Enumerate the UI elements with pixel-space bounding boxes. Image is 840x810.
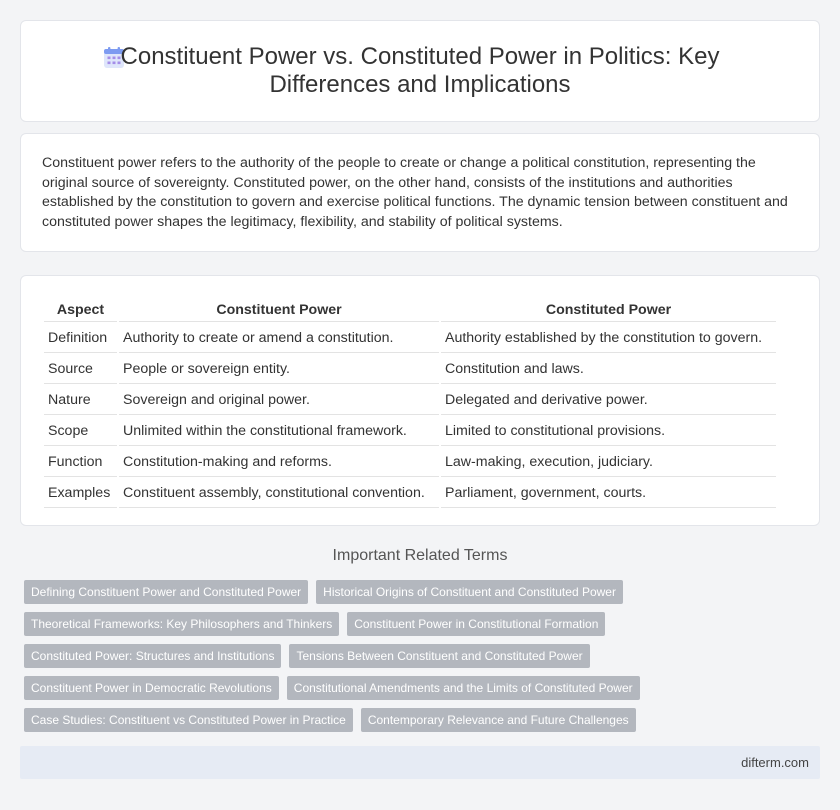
cell-constituted: Authority established by the constitution to govern.: [441, 324, 776, 353]
intro-card: [20, 133, 820, 252]
related-terms-heading: Important Related Terms: [332, 547, 508, 564]
related-term-link[interactable]: Constituent Power in Constitutional Formation: [347, 612, 605, 636]
cell-constituted: Constitution and laws.: [441, 355, 776, 384]
table-row: [44, 324, 776, 353]
tag-row: [24, 644, 824, 668]
title-card: [20, 20, 820, 122]
related-term-link[interactable]: Constitutional Amendments and the Limits of Constituted Power: [287, 676, 640, 700]
cell-constituted: Limited to constitutional provisions.: [441, 417, 776, 446]
tag-row: [24, 676, 824, 700]
footer: [20, 746, 820, 779]
related-term-link[interactable]: Constituted Power: Structures and Institutions: [24, 644, 281, 668]
cell-aspect: Scope: [44, 417, 117, 446]
comparison-card: [20, 275, 820, 526]
related-terms-list: [24, 580, 824, 740]
page-title: Constituent Power vs. Constituted Power in Politics: Key Differences and Implications: [120, 43, 720, 98]
header-aspect: Aspect: [44, 298, 117, 322]
related-term-link[interactable]: Defining Constituent Power and Constituted Power: [24, 580, 308, 604]
intro-paragraph: Constituent power refers to the authority of the people to create or change a political constitution, representing the original source of sovereignty. Constituted power, on the other hand, consists of the institutions and authorities established by the constitution to govern and exercise political functions. The dynamic tension between constituent and constituted power shapes the legitimacy, flexibility, and stability of political systems.: [42, 155, 788, 230]
related-term-link[interactable]: Contemporary Relevance and Future Challenges: [361, 708, 636, 732]
footer-site-link[interactable]: difterm.com: [741, 755, 809, 770]
table-row: [44, 355, 776, 384]
table-row: [44, 386, 776, 415]
related-term-link[interactable]: Case Studies: Constituent vs Constituted Power in Practice: [24, 708, 353, 732]
table-header-row: [44, 298, 776, 322]
related-term-link[interactable]: Theoretical Frameworks: Key Philosophers and Thinkers: [24, 612, 339, 636]
tag-row: [24, 708, 824, 732]
cell-aspect: Source: [44, 355, 117, 384]
cell-aspect: Function: [44, 448, 117, 477]
table-row: [44, 448, 776, 477]
cell-constituted: Parliament, government, courts.: [441, 479, 776, 508]
cell-aspect: Nature: [44, 386, 117, 415]
tag-row: [24, 612, 824, 636]
cell-constituted: Delegated and derivative power.: [441, 386, 776, 415]
comparison-table: [42, 296, 778, 510]
cell-constituent: Unlimited within the constitutional framework.: [119, 417, 439, 446]
header-constituent-power: Constituent Power: [119, 298, 439, 322]
cell-constituent: Authority to create or amend a constitution.: [119, 324, 439, 353]
cell-aspect: Examples: [44, 479, 117, 508]
cell-constituent: Constitution-making and reforms.: [119, 448, 439, 477]
table-row: [44, 417, 776, 446]
related-term-link[interactable]: Tensions Between Constituent and Constituted Power: [289, 644, 589, 668]
cell-constituent: Sovereign and original power.: [119, 386, 439, 415]
cell-constituent: Constituent assembly, constitutional convention.: [119, 479, 439, 508]
tag-row: [24, 580, 824, 604]
header-constituted-power: Constituted Power: [441, 298, 776, 322]
table-row: [44, 479, 776, 508]
cell-constituted: Law-making, execution, judiciary.: [441, 448, 776, 477]
cell-constituent: People or sovereign entity.: [119, 355, 439, 384]
related-term-link[interactable]: Constituent Power in Democratic Revolutions: [24, 676, 279, 700]
related-term-link[interactable]: Historical Origins of Constituent and Constituted Power: [316, 580, 623, 604]
cell-aspect: Definition: [44, 324, 117, 353]
